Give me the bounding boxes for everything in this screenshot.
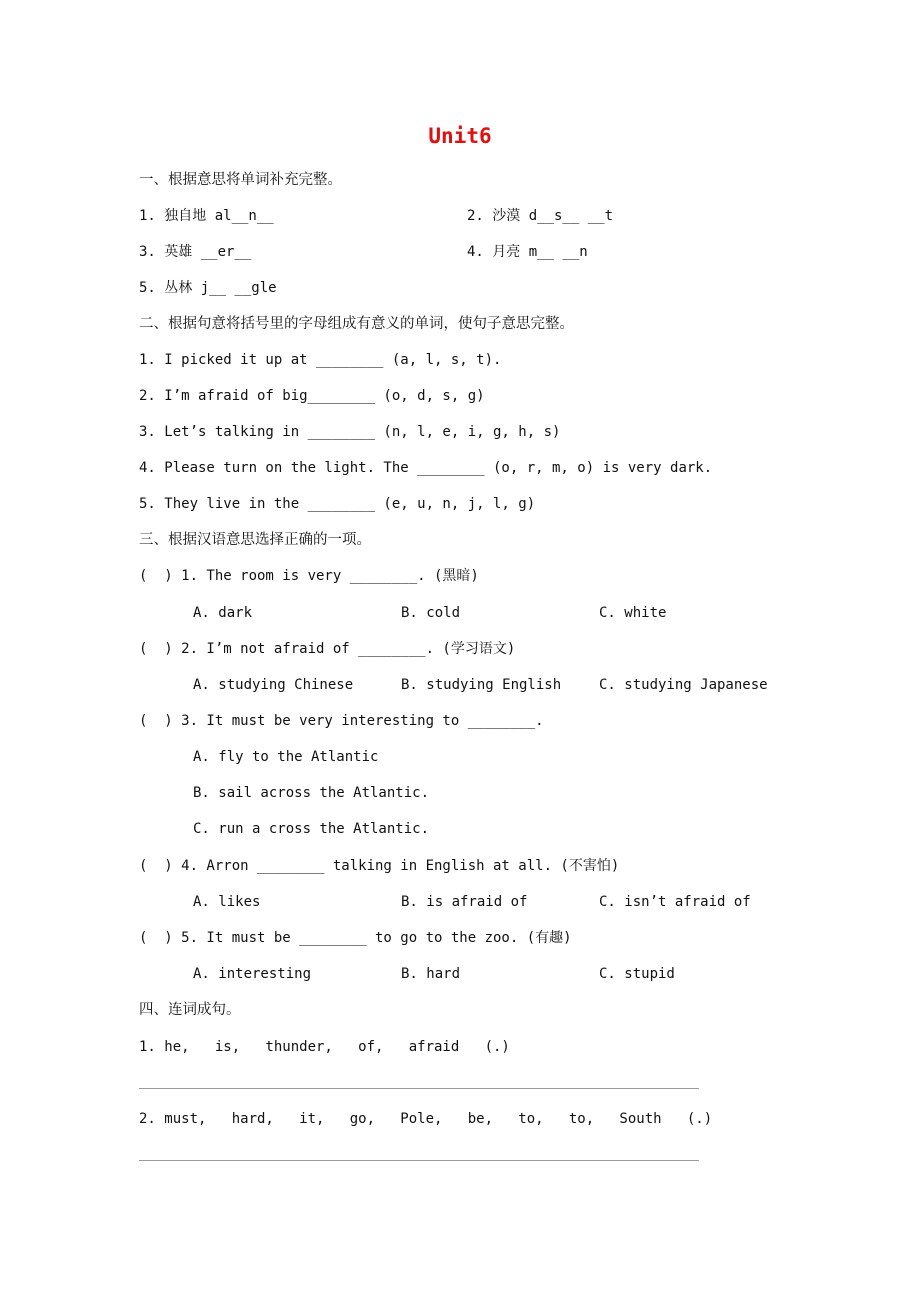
section1-item-1: 1. 独自地 al__n__ (139, 208, 274, 224)
section2-item-3: 3. Let’s talking in ________ (n, l, e, i, g, h, s) (139, 424, 561, 440)
section3-q1-option-a: A. dark (193, 605, 253, 621)
answer-line-1[interactable] (139, 1088, 699, 1089)
section3-q4-option-c: C. isn’t afraid of (599, 894, 751, 910)
section2-item-1: 1. I picked it up at ________ (a, l, s, t). (139, 352, 502, 368)
section3-q2-option-b: B. studying English (401, 677, 562, 693)
section3-q4-option-a: A. likes (193, 894, 261, 910)
section1-item-5: 5. 丛林 j__ __gle (139, 280, 277, 296)
section3-q4-option-b: B. is afraid of (401, 894, 528, 910)
section1-item-4: 4. 月亮 m__ __n (467, 244, 588, 260)
section3-q2-stem: ( ) 2. I’m not afraid of ________. (学习语文) (139, 641, 516, 657)
section2-item-5: 5. They live in the ________ (e, u, n, j, l, g) (139, 496, 536, 512)
section3-q5-option-b: B. hard (401, 966, 461, 982)
section2-item-4: 4. Please turn on the light. The ________ (o, r, m, o) is very dark. (139, 460, 713, 476)
section3-q2-option-a: A. studying Chinese (193, 677, 354, 693)
section4-heading: 四、连词成句。 (139, 1002, 241, 1018)
page-title: Unit6 (428, 124, 492, 148)
section3-q3-stem: ( ) 3. It must be very interesting to ________. (139, 713, 544, 729)
section3-q1-stem: ( ) 1. The room is very ________. (黑暗) (139, 568, 479, 584)
section1-item-2: 2. 沙漠 d__s__ __t (467, 208, 614, 224)
section4-item-2: 2. must, hard, it, go, Pole, be, to, to, South (.) (139, 1111, 713, 1127)
section2-item-2: 2. I’m afraid of big________ (o, d, s, g) (139, 388, 485, 404)
section3-q3-option-b: B. sail across the Atlantic. (193, 785, 430, 801)
section1-item-3: 3. 英雄 __er__ (139, 244, 252, 260)
section3-q2-option-c: C. studying Japanese (599, 677, 768, 693)
section2-heading: 二、根据句意将括号里的字母组成有意义的单词，使句子意思完整。 (139, 316, 574, 332)
section3-q1-option-b: B. cold (401, 605, 461, 621)
section1-heading: 一、根据意思将单词补充完整。 (139, 172, 342, 188)
section3-q5-stem: ( ) 5. It must be ________ to go to the zoo. (有趣) (139, 930, 572, 946)
section3-q3-option-a: A. fly to the Atlantic (193, 749, 379, 765)
answer-line-2[interactable] (139, 1160, 699, 1161)
section3-heading: 三、根据汉语意思选择正确的一项。 (139, 532, 371, 548)
section3-q4-stem: ( ) 4. Arron ________ talking in English at all. (不害怕) (139, 858, 620, 874)
section4-item-1: 1. he, is, thunder, of, afraid (.) (139, 1039, 510, 1055)
section3-q5-option-c: C. stupid (599, 966, 675, 982)
section3-q3-option-c: C. run a cross the Atlantic. (193, 821, 430, 837)
section3-q5-option-a: A. interesting (193, 966, 312, 982)
section3-q1-option-c: C. white (599, 605, 667, 621)
